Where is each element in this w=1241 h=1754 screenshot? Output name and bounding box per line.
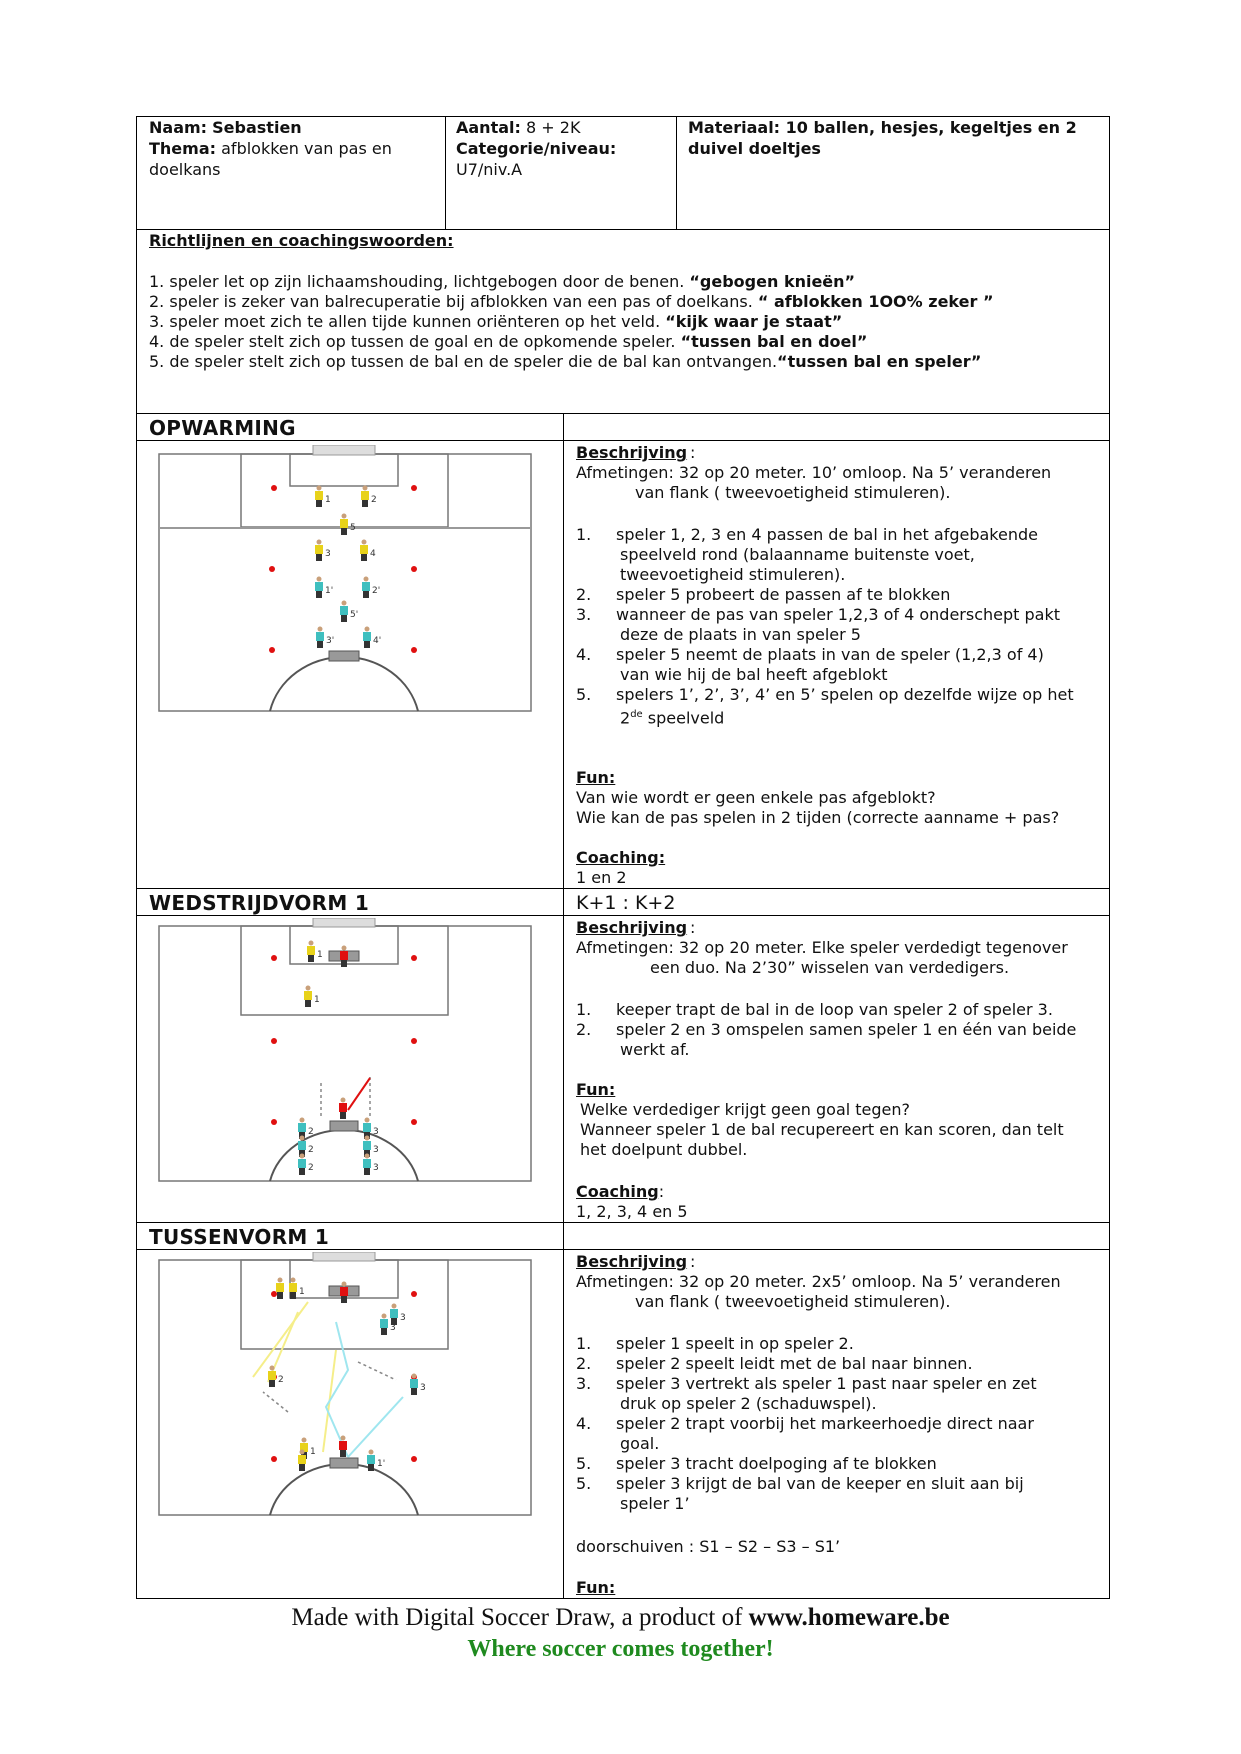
richtlijn-text: de speler stelt zich op tussen de goal en de opkomende speler. — [169, 332, 681, 351]
player-label: 1 — [325, 495, 331, 505]
step-number: 4. — [576, 645, 592, 664]
step-text: speler 1, 2, 3 en 4 passen de bal in het afgebakende — [616, 525, 1038, 544]
step-text: speler 5 probeert de passen af te blokken — [616, 585, 951, 604]
naam-field — [149, 118, 302, 138]
wed-colon: : — [690, 918, 696, 937]
step-text: speler 3 tracht doelpoging af te blokken — [616, 1454, 937, 1473]
opw-beschrijving-label: Beschrijving — [576, 443, 688, 462]
richtlijn-num: 5. — [149, 352, 170, 371]
thema-value: afblokken van pas en — [221, 139, 392, 158]
richtlijn-keyword: “ afblokken 1OO% zeker ” — [757, 292, 994, 311]
step-number: 5. — [576, 685, 592, 704]
player-label: 3 — [373, 1127, 379, 1137]
wed-beschrijving-label: Beschrijving — [576, 918, 688, 937]
richtlijn-item — [149, 312, 842, 332]
player-label: 5' — [350, 610, 359, 620]
step-text: speler 1’ — [620, 1494, 690, 1513]
step-text: goal. — [620, 1434, 660, 1453]
richtlijn-item — [149, 352, 981, 372]
richtlijn-num: 2. — [149, 292, 170, 311]
wed-fun-label: Fun: — [576, 1080, 616, 1099]
player-label: 3 — [420, 1383, 426, 1393]
step-text: wanneer de pas van speler 1,2,3 of 4 onderschept pakt — [616, 605, 1060, 624]
step-text: speelveld rond (balaanname buitenste voet, — [620, 545, 975, 564]
wedstrijdvorm-diagram — [158, 918, 534, 1188]
step-text: speler 2 trapt voorbij het markeerhoedje direct naar — [616, 1414, 1034, 1433]
richtlijn-keyword: “tussen bal en speler” — [777, 352, 982, 371]
wed-afmetingen-1: Afmetingen: 32 op 20 meter. Elke speler verdedigt tegenover — [576, 938, 1068, 957]
step-text: speler 2 speelt leidt met de bal naar binnen. — [616, 1354, 973, 1373]
step-number: 1. — [576, 1000, 592, 1019]
wed-coaching: Coaching: — [576, 1182, 665, 1201]
player-label: 3 — [373, 1145, 379, 1155]
player-label: 2 — [308, 1145, 314, 1155]
player-label: 3 — [390, 1323, 396, 1333]
step-number: 1. — [576, 1334, 592, 1353]
richtlijn-num: 1. — [149, 272, 170, 291]
tus-afmetingen-2: van flank ( tweevoetigheid stimuleren). — [635, 1292, 951, 1311]
tussenvorm-diagram — [158, 1252, 534, 1522]
wed-fun-2: Wanneer speler 1 de bal recupereert en kan scoren, dan telt — [580, 1120, 1064, 1139]
step-text: speler 3 vertrekt als speler 1 past naar speler en zet — [616, 1374, 1037, 1393]
player-label: 4' — [373, 636, 382, 646]
player-label: 1 — [314, 995, 320, 1005]
richtlijn-text: de speler stelt zich op tussen de bal en de speler die de bal kan ontvangen. — [169, 352, 778, 371]
step-text: spelers 1’, 2’, 3’, 4’ en 5’ spelen op dezelfde wijze op het — [616, 685, 1074, 704]
aantal-field — [456, 118, 580, 138]
richtlijn-item — [149, 332, 867, 352]
step-number: 5. — [576, 1454, 592, 1473]
player-label: 3 — [325, 549, 331, 559]
tus-afmetingen-1: Afmetingen: 32 op 20 meter. 2x5’ omloop. Na 5’ veranderen — [576, 1272, 1061, 1291]
opw-coaching-label: Coaching: — [576, 848, 666, 867]
player-label: 4 — [370, 549, 376, 559]
opw-afmetingen-1: Afmetingen: 32 op 20 meter. 10’ omloop. Na 5’ veranderen — [576, 463, 1052, 482]
richtlijn-num: 3. — [149, 312, 170, 331]
step-text: speler 5 neemt de plaats in van de speler (1,2,3 of 4) — [616, 645, 1044, 664]
materiaal-line-2: duivel doeltjes — [688, 139, 821, 158]
thema-label: Thema: — [149, 139, 217, 158]
step-text: werkt af. — [620, 1040, 690, 1059]
aantal-label: Aantal: — [456, 118, 521, 137]
richtlijn-text: speler is zeker van balrecuperatie bij afblokken van een pas of doelkans. — [169, 292, 758, 311]
step-text: keeper trapt de bal in de loop van speler 2 of speler 3. — [616, 1000, 1053, 1019]
footer-tagline: Where soccer comes together! — [467, 1636, 774, 1662]
step-number: 5. — [576, 1474, 592, 1493]
player-label: 3 — [400, 1313, 406, 1323]
thema-value-cont: doelkans — [149, 160, 221, 179]
wed-fun-3: het doelpunt dubbel. — [580, 1140, 748, 1159]
tussenvorm-title: TUSSENVORM 1 — [149, 1225, 330, 1249]
richtlijn-keyword: “kijk waar je staat” — [665, 312, 843, 331]
footer-link[interactable]: www.homeware.be — [748, 1604, 950, 1631]
player-label: 2' — [372, 586, 381, 596]
opw-fun-label: Fun: — [576, 768, 616, 787]
richtlijn-text: speler moet zich te allen tijde kunnen oriënteren op het veld. — [169, 312, 666, 331]
tus-doorschuiven: doorschuiven : S1 – S2 – S3 – S1’ — [576, 1537, 841, 1556]
richtlijn-item — [149, 292, 993, 312]
categorie-value: U7/niv.A — [456, 160, 523, 179]
player-label: 2 — [308, 1127, 314, 1137]
footer-credit: Made with Digital Soccer Draw, a product of www.homeware.be — [291, 1604, 950, 1631]
wed-afmetingen-2: een duo. Na 2’30” wisselen van verdedigers. — [650, 958, 1010, 977]
richtlijn-text: speler let op zijn lichaamshouding, lichtgebogen door de benen. — [169, 272, 690, 291]
wedstrijdvorm-title: WEDSTRIJDVORM 1 — [149, 891, 370, 915]
player-label: 1' — [325, 586, 334, 596]
step-number: 1. — [576, 525, 592, 544]
opw-fun-2: Wie kan de pas spelen in 2 tijden (correcte aanname + pas? — [576, 808, 1060, 827]
wedstrijdvorm-format: K+1 : K+2 — [576, 892, 676, 914]
wed-fun-1: Welke verdediger krijgt geen goal tegen? — [580, 1100, 911, 1119]
richtlijn-item — [149, 272, 855, 292]
naam-value: Sebastien — [212, 118, 302, 137]
categorie-label: Categorie/niveau: — [456, 139, 617, 158]
richtlijnen-title: Richtlijnen en coachingswoorden: — [149, 231, 454, 250]
materiaal-line-1: Materiaal: 10 ballen, hesjes, kegeltjes en 2 — [688, 118, 1077, 137]
opw-coaching-value: 1 en 2 — [576, 868, 627, 887]
player-label: 2 — [278, 1375, 284, 1385]
thema-field — [149, 139, 392, 159]
step-number: 2. — [576, 1020, 592, 1039]
step-number: 2. — [576, 1354, 592, 1373]
player-label: 1' — [377, 1459, 386, 1469]
tus-colon: : — [690, 1252, 696, 1271]
step-text: speler 2 en 3 omspelen samen speler 1 en één van beide — [616, 1020, 1077, 1039]
step-number: 3. — [576, 605, 592, 624]
player-label: 1 — [317, 950, 323, 960]
richtlijn-keyword: “gebogen knieën” — [689, 272, 856, 291]
step-text: tweevoetigheid stimuleren). — [620, 565, 846, 584]
wed-coaching-value: 1, 2, 3, 4 en 5 — [576, 1202, 688, 1221]
step-text: speler 1 speelt in op speler 2. — [616, 1334, 854, 1353]
step-text: druk op speler 2 (schaduwspel). — [620, 1394, 877, 1413]
tus-beschrijving-label: Beschrijving — [576, 1252, 688, 1271]
opwarming-diagram — [158, 445, 534, 715]
tus-fun-label: Fun: — [576, 1578, 616, 1597]
step-number: 3. — [576, 1374, 592, 1393]
player-label: 5 — [350, 523, 356, 533]
player-label: 3 — [373, 1163, 379, 1173]
opwarming-title: OPWARMING — [149, 416, 296, 440]
step-text: van wie hij de bal heeft afgeblokt — [620, 665, 888, 684]
player-label: 2 — [308, 1163, 314, 1173]
step-text: deze de plaats in van speler 5 — [620, 625, 861, 644]
step-number: 4. — [576, 1414, 592, 1433]
richtlijn-keyword: “tussen bal en doel” — [680, 332, 868, 351]
opw-step5-tail: 2de speelveld — [620, 708, 725, 728]
step-text: speler 3 krijgt de bal van de keeper en sluit aan bij — [616, 1474, 1024, 1493]
player-label: 3' — [326, 636, 335, 646]
opw-fun-1: Van wie wordt er geen enkele pas afgeblokt? — [576, 788, 936, 807]
aantal-value: 8 + 2K — [526, 118, 581, 137]
opw-colon: : — [690, 443, 696, 462]
opw-afmetingen-2: van flank ( tweevoetigheid stimuleren). — [635, 483, 951, 502]
player-label: 2 — [371, 495, 377, 505]
naam-label: Naam: — [149, 118, 208, 137]
player-label: 1 — [299, 1287, 305, 1297]
richtlijn-num: 4. — [149, 332, 170, 351]
player-label: 1 — [310, 1447, 316, 1457]
step-number: 2. — [576, 585, 592, 604]
